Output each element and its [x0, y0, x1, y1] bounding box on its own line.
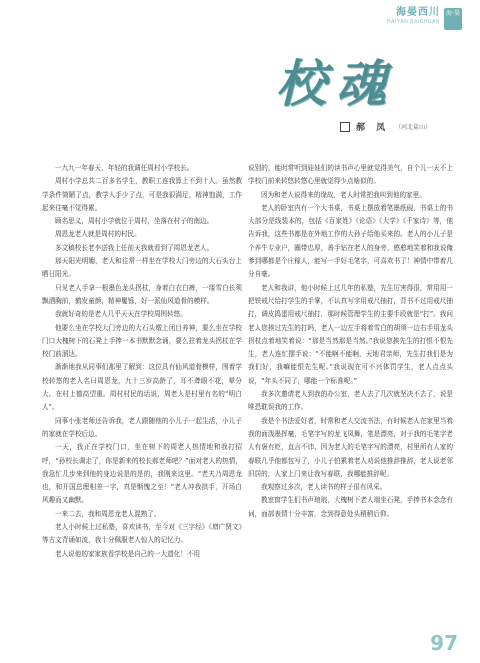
article-title: 校魂 [276, 54, 396, 113]
brand-name-cn: 海晏西川 [396, 7, 440, 18]
paragraph: 我观察过多次，老人读书的样子很有风采。 [261, 483, 387, 492]
paragraph: 一来二去，我和周恩龙老人混熟了。 [55, 509, 161, 518]
paragraph: 老人小时候上过私塾，喜欢读书，至今对《三字经》《增广贤文》等古文背诵如流，我十分佩服老人惊人的记忆力。 [42, 523, 242, 545]
byline-square-icon [340, 122, 350, 132]
byline [340, 120, 456, 133]
author-name: 郝 凤 [356, 123, 390, 133]
paragraph: 只见老人手拿一根墨色龙头拐杖，身着白衣白裤，一缕雪白长须飘洒胸前，鹤发童颜，精神矍铄，好一派仙风道骨的模样。 [42, 283, 242, 305]
paragraph: 他要么坐在学校大门旁边的大石头墩上闭目养神，要么坐在学校门口大槐树下的石凳上手捧一本书默默念诵，要么拄着龙头拐杖在学校门前溜达。 [42, 323, 242, 359]
paragraph: 老人说他的家家族看学校是自己的一大遗化！不用 [55, 549, 201, 558]
right-column [248, 162, 453, 521]
paragraph: 教室窗学生们书声琅琅，大槐树下老人端坐石凳，手捧书本念念有词，面部表情十分丰富，念到得意处头稍稍后仰。 [248, 496, 453, 518]
paragraph: 顾名思义，周村小学就位于周村，坐落在村子的南边。 [55, 217, 214, 226]
paragraph: 说别的，能时常听到娃娃们的读书声心里就觉得美气，自个儿一天不上学校门前来转悠转悠心里就觉得少点啥似的。 [248, 164, 453, 186]
paragraph: 那天阳光明媚，老人和往常一样坐在学校大门旁边的大石头台上晒日阳光。 [42, 257, 242, 279]
paragraph: 我是个书法爱好者，时常和老人交流书法，有时候老人在家里当着我的面泼墨挥毫，毛笔字写的龙飞凤舞，笔是漂亮，对于我的毛笔字老人有褒有贬，直言不讳，因为老人的毛笔字写的漂亮，村里所有人家的春联几乎他都包写了，小儿子怕累着老人劝说他推辞推辞，老人说老邻旧居的，人家上门来让我写春联，我哪能推辞呢。 [248, 416, 453, 478]
brand-text [387, 8, 440, 25]
brand-header [387, 8, 462, 30]
left-column [42, 162, 242, 561]
page-number: 97 [430, 631, 458, 655]
brand-seal-icon: 海·晏 [444, 8, 462, 30]
paragraph: 老人的卧室内有一个大书桌，书桌上摆放着笔墨纸砚，书桌上的书大部分是线装本的，包括《百家姓》《论语》《大学》《千家诗》等，他告诉我，这些书都是在外地工作的大孙子给他买来的。老人的小儿子是个养牛专业户，圈带忠厚，善手钻在老人的身旁，憨憨地笑着和我说俺爹到哪都是个庄稼人，能写一手好毛笔字，可喜欢书了！神情中带着几分自豪。 [248, 203, 453, 279]
paragraph: 渐渐地我从同事们那里了解到：这位具有仙风道骨模样，围着学校转悠的老人名曰周恩龙，九十三岁高龄了，耳不聋眼不花，晕分大。在村上德高望重。周村村民的话说，周老人是村里有名的“明白人”。 [42, 363, 242, 412]
brand-name-en: HAIYAN BAICHUAN [387, 19, 440, 25]
author-location: （河北盐山） [395, 124, 432, 131]
paragraph: 同事小张老师还告诉我，老人跟随他的小儿子一起生活，小儿子的家就在学校后边。 [42, 416, 242, 438]
paragraph: 周村小学总共二百多名学生，教职工连我算上不到十人。虽然教学条件简陋了点，教学人手少了点，可是我很满足，精神饱满，工作起来往毫不觉得累。 [42, 177, 242, 212]
paragraph: 周恩龙老人就是周村的村民。 [55, 230, 141, 239]
paragraph: 一九九一年春天，年轻的我调任周村小学校长。 [55, 164, 194, 172]
paragraph: 我就好奇的是老人几乎天天在学校周围转悠。 [55, 310, 187, 319]
paragraph: 老人和我讲，他小时候上过几年的私塾，先生厉害得很，常用用一把铁戒尺给打学生的手掌，不认真写字用戒尺抽打，背书不过用戒尺抽打，调皮捣蛋用戒尺抽打，那时候管理学生的主要手段就是“打”。我问老人您挨过先生的打吗，老人一边左手将着雪白的胡须一边右手用龙头拐杖点着地笑着说：“那是当然那是当然。”我说您挨先生的打恨不恨先生，老人连忙摆手说：“不能啊不能啊，天地君亲师，先生打我们是为我们好，我嘛能恨先生呢。”我说现在可不兴体罚学生，老人点点头说，“年头不同了，哪能一个标准呢。” [248, 283, 453, 385]
paragraph: 因为和老人说得来的缘故，老人时常把我叫到他的家里。 [261, 190, 426, 199]
paragraph: 我多次邀请老人到我的办公室，老人去了几次就坚决不去了，说是唯恐耽误我的工作。 [248, 390, 453, 412]
paragraph: 多文稿校长老李送我上任前天我就看到了周恩龙老人。 [55, 243, 214, 252]
paragraph: 一天，我正在学校门口，坐在树下的周老人热情地和我打招呼，“孙校长调走了，你是新来的校长郝老师吧？”面对老人的热情，我急忙几步来到他的身边说是的是的，我刚来这里。“老夫乃周恩龙也，和开国总理相差一字，真是惭愧之至！”老人冲我拱手，开场白风趣而又幽默。 [42, 443, 242, 505]
